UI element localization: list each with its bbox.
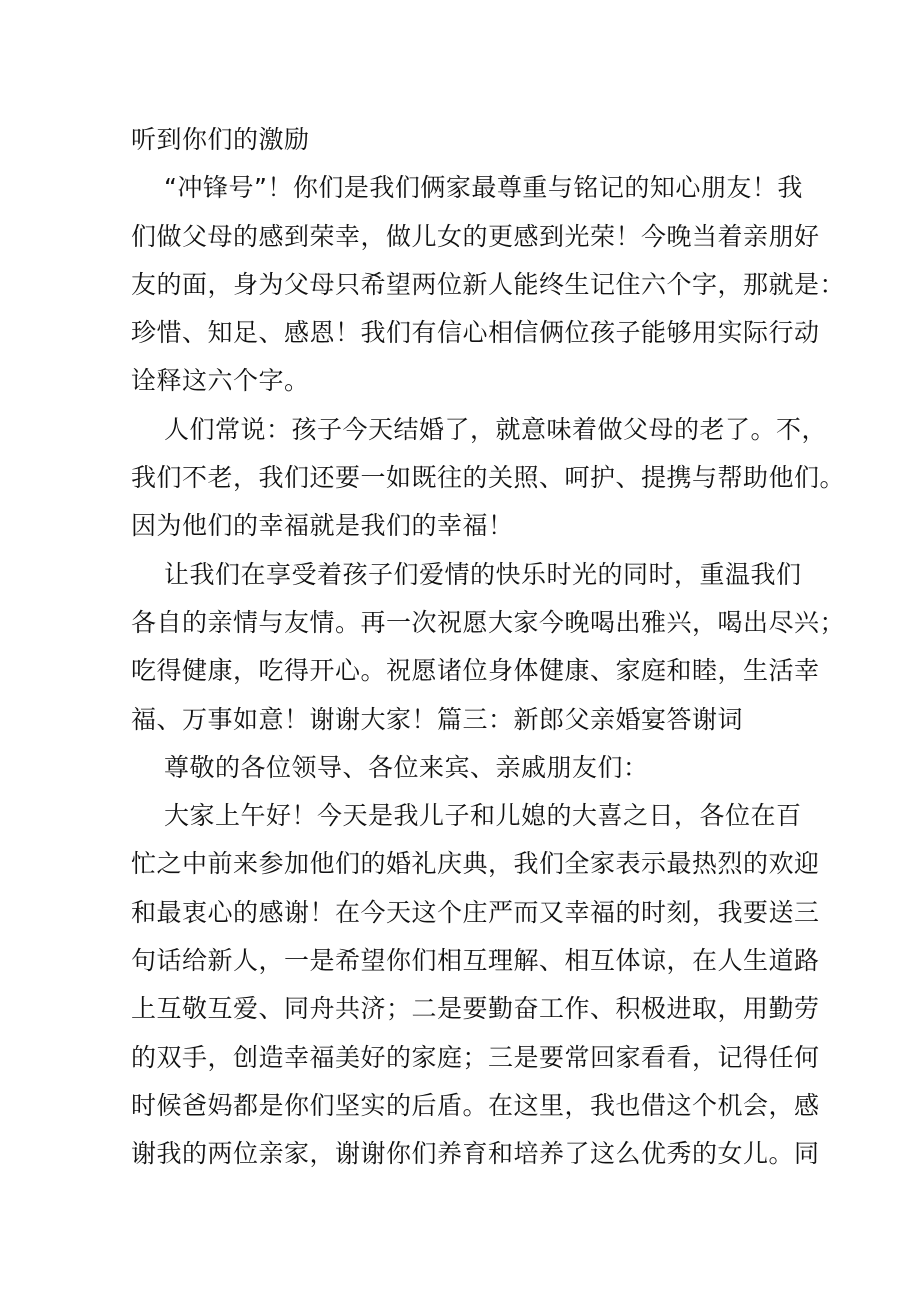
document-body bbox=[131, 116, 846, 1179]
text-line: 诠释这六个字。 bbox=[131, 366, 310, 396]
text-line: 友的面，身为父母只希望两位新人能终生记住六个字，那就是： bbox=[131, 269, 846, 299]
text-line: 我们不老，我们还要一如既往的关照、呵护、提携与帮助他们。 bbox=[131, 463, 846, 493]
text-line: 上互敬互爱、同舟共济；二是要勤奋工作、积极进取，用勤劳 bbox=[131, 994, 820, 1024]
text-line: 们做父母的感到荣幸，做儿女的更感到光荣！今晚当着亲朋好 bbox=[131, 221, 820, 251]
text-line: 和最衷心的感谢！在今天这个庄严而又幸福的时刻，我要送三 bbox=[131, 897, 820, 927]
text-line: 谢我的两位亲家，谢谢你们养育和培养了这么优秀的女儿。同 bbox=[131, 1139, 820, 1169]
text-line: 珍惜、知足、感恩！我们有信心相信俩位孩子能够用实际行动 bbox=[131, 318, 820, 348]
text-line: 的双手，创造幸福美好的家庭；三是要常回家看看，记得任何 bbox=[131, 1042, 820, 1072]
text-line: “冲锋号”！你们是我们俩家最尊重与铭记的知心朋友！我 bbox=[164, 173, 803, 203]
text-line: 听到你们的激励 bbox=[131, 125, 310, 154]
text-line: 句话给新人，一是希望你们相互理解、相互体谅，在人生道路 bbox=[131, 946, 820, 976]
text-line: 因为他们的幸福就是我们的幸福！ bbox=[131, 511, 514, 541]
text-line: 尊敬的各位领导、各位来宾、亲戚朋友们： bbox=[164, 752, 649, 782]
text-line: 吃得健康，吃得开心。祝愿诸位身体健康、家庭和睦，生活幸 bbox=[131, 656, 820, 686]
text-line: 大家上午好！今天是我儿子和儿媳的大喜之日，各位在百 bbox=[164, 801, 802, 831]
text-line: 时候爸妈都是你们坚实的后盾。在这里，我也借这个机会，感 bbox=[131, 1090, 820, 1120]
text-line: 各自的亲情与友情。再一次祝愿大家今晚喝出雅兴，喝出尽兴； bbox=[131, 607, 846, 637]
text-line: 人们常说：孩子今天结婚了，就意味着做父母的老了。不， bbox=[164, 414, 828, 444]
text-line: 忙之中前来参加他们的婚礼庆典，我们全家表示最热烈的欢迎 bbox=[131, 849, 820, 879]
text-line: 福、万事如意！谢谢大家！篇三：新郎父亲婚宴答谢词 bbox=[131, 704, 744, 734]
text-line: 让我们在享受着孩子们爱情的快乐时光的同时，重温我们 bbox=[164, 559, 802, 589]
